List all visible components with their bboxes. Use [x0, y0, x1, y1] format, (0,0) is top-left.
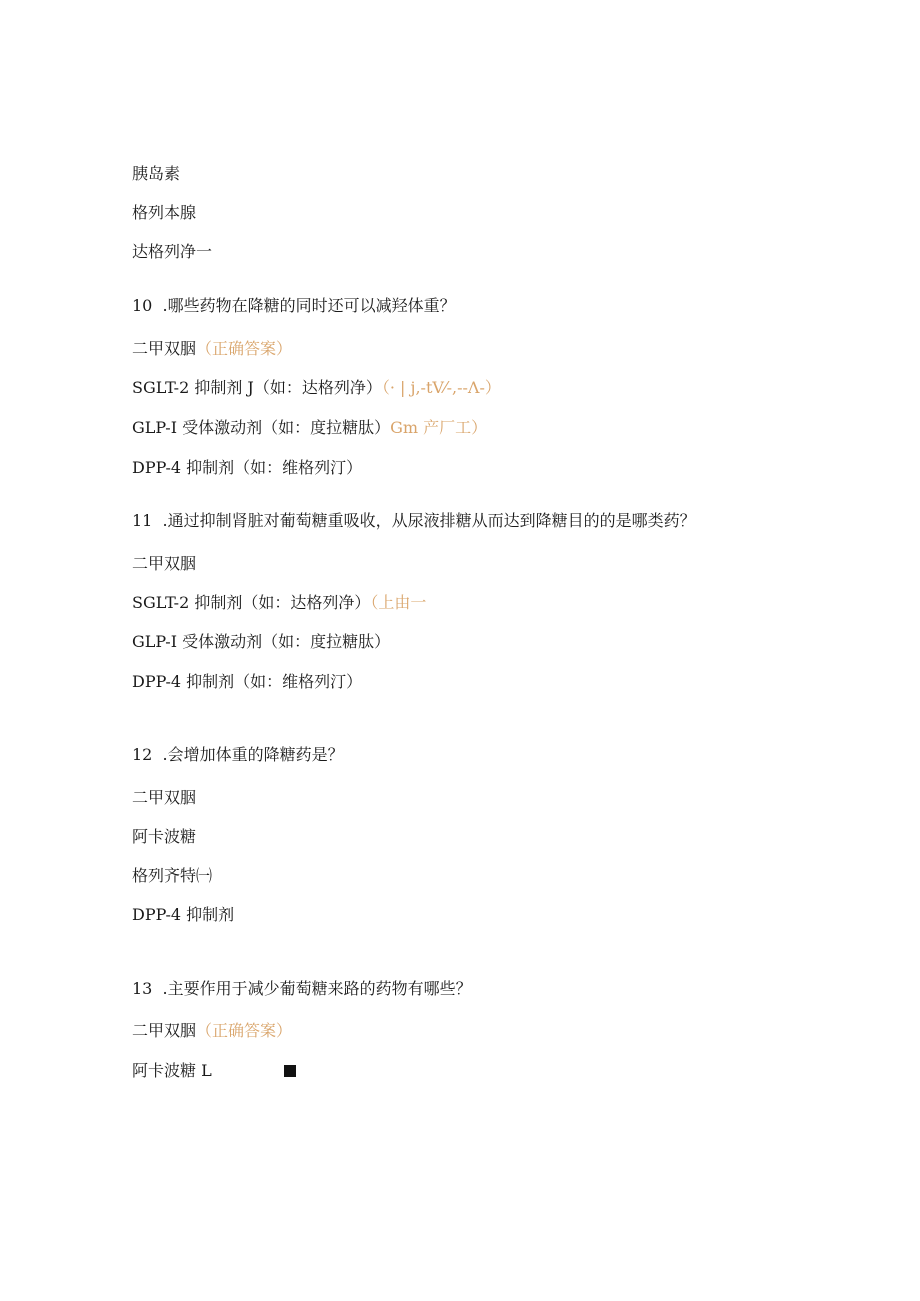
q11-option-1 [132, 554, 196, 574]
option-text: 二甲双胭 [132, 1021, 197, 1040]
question-12-title: 12 .会增加体重的降糖药是？ [132, 745, 344, 764]
correct-answer-note: （正确答案） [196, 1021, 293, 1040]
answer-note: （· | j,-tV⁄-,--Λ-） [381, 378, 501, 397]
q13-option-1 [132, 1021, 292, 1041]
q13-option-2 [132, 1061, 296, 1081]
option-dapagliflozin: 达格列净一 [132, 242, 213, 261]
question-13-title: 13 .主要作用于减少葡萄糖来路的药物有哪些？ [132, 979, 472, 998]
option-text: GLP-I 受体激动剂（如：度拉糖肽） [132, 418, 391, 437]
q11-option-2 [132, 593, 426, 613]
question-10-title: 10 .哪些药物在降糖的同时还可以减羟体重？ [132, 296, 456, 315]
q11-option-4 [132, 672, 362, 692]
option-insulin: 胰岛素 [132, 164, 181, 183]
answer-note: （上由一 [370, 593, 427, 612]
q12-option-1: 二甲双胭 [132, 788, 197, 807]
question-11-title: 11 .通过抑制肾脏对葡萄糖重吸收，从尿液排糖从而达到降糖目的的是哪类药？ [132, 511, 696, 530]
q12-option-4: DPP-4 抑制剂 [132, 905, 235, 924]
q10-option-2 [132, 378, 501, 398]
answer-note: Gm 产厂工） [390, 418, 488, 437]
q12-option-3: 格列齐特㈠ [132, 866, 213, 885]
option-text: SGLT-2 抑制剂 J（如：达格列净） [132, 378, 382, 397]
q11-option-3 [132, 632, 390, 652]
correct-answer-note: （正确答案） [196, 339, 293, 358]
option-text: DPP-4 抑制剂（如：维格列汀） [132, 458, 363, 477]
option-glibenclamide: 格列本腺 [132, 203, 197, 222]
q12-option-2: 阿卡波糖 [132, 827, 197, 846]
black-square-icon [284, 1065, 296, 1077]
q10-option-1 [132, 339, 292, 359]
q10-option-4 [132, 458, 362, 478]
option-text: SGLT-2 抑制剂（如：达格列净） [132, 593, 371, 612]
option-text: DPP-4 抑制剂（如：维格列汀） [132, 672, 363, 691]
option-text: 二甲双胭 [132, 339, 197, 358]
option-text: GLP-I 受体激动剂（如：度拉糖肽） [132, 632, 391, 651]
option-text: 二甲双胭 [132, 554, 197, 573]
option-text: 阿卡波糖 L [132, 1061, 212, 1080]
q10-option-3 [132, 418, 487, 438]
